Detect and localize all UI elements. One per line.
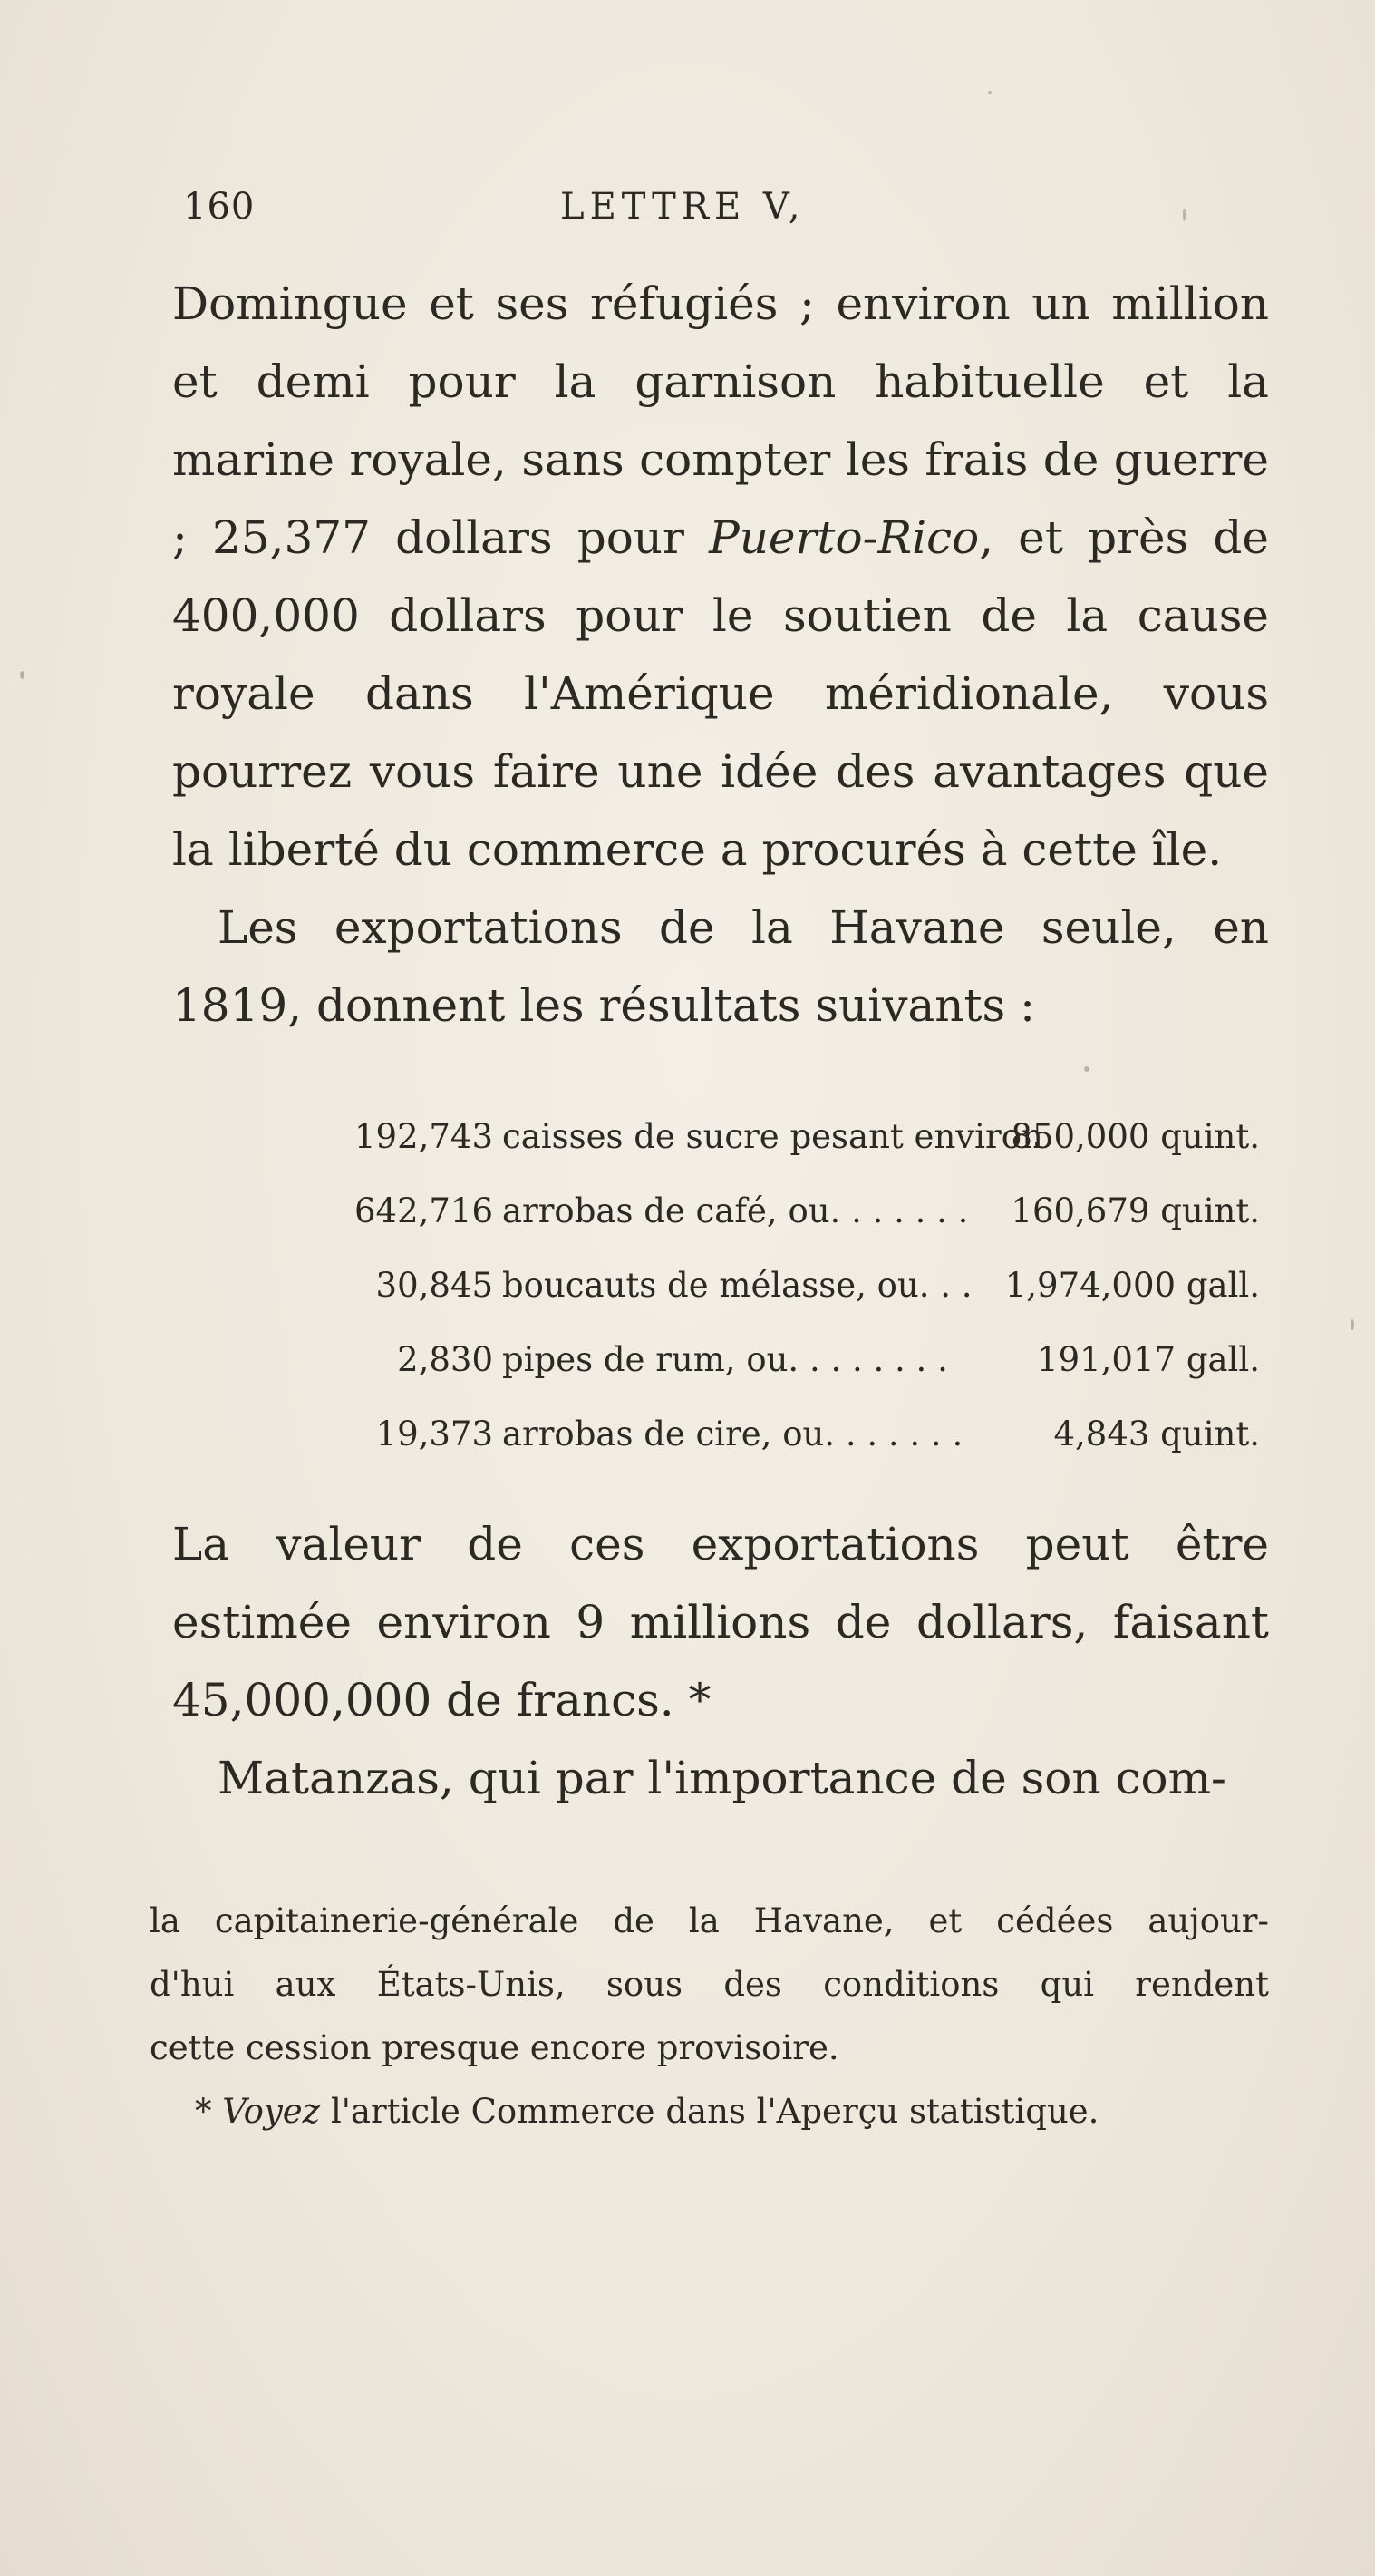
place-name-puerto-rico: Puerto-Rico <box>709 511 980 564</box>
footnote-voyez: Voyez <box>222 2092 321 2131</box>
paper-speck <box>988 91 992 94</box>
table-row <box>163 1104 1269 1179</box>
footnotes <box>150 1890 1269 2143</box>
paragraph-revenue-text-2: , et près de 400,000 dollars pour le soutien de la cause royale dans l'Amérique méridionale, vous pourrez vous faire une idée des avantages que la liberté du commerce a procurés à cette île. <box>172 511 1270 876</box>
footnote-text: l'article Commerce dans l'Aperçu statistique. <box>330 2092 1099 2131</box>
row-equivalent: 1,974,000 gall. <box>1004 1266 1260 1305</box>
row-quantity: 19,373 <box>375 1414 493 1453</box>
row-quantity: 30,845 <box>375 1266 493 1305</box>
row-equivalent: 4,843 quint. <box>1053 1414 1260 1453</box>
exports-table <box>163 1104 1269 1476</box>
row-description: boucauts de mélasse, ou. . . <box>502 1266 973 1305</box>
table-row <box>163 1179 1269 1253</box>
paragraph-revenue-text-1: Domingue et ses réfugiés ; environ un million et demi pour la garnison habituelle et la marine royale, sans compter les frais de guerre ; 25,377 dollars pour <box>172 277 1269 564</box>
row-description: arrobas de cire, ou. . . . . . . <box>502 1414 963 1453</box>
row-equivalent: 850,000 quint. <box>1011 1117 1260 1156</box>
paper-speck <box>1183 209 1186 221</box>
footnote-marker: * <box>195 2092 212 2131</box>
footnote-commerce <box>150 2080 1269 2143</box>
note-line-3: cette cession presque encore provisoire. <box>150 2028 839 2067</box>
paragraph-exports-intro: Les exportations de la Havane seule, en 1819, donnent les résultats suivants : <box>172 901 1269 1032</box>
paragraph-matanzas: Matanzas, qui par l'importance de son com- <box>218 1752 1226 1804</box>
paragraph-revenue <box>172 265 1269 889</box>
row-quantity: 2,830 <box>397 1340 493 1379</box>
row-description: arrobas de café, ou. . . . . . . <box>502 1191 969 1230</box>
table-row <box>163 1253 1269 1327</box>
paper-speck <box>1084 1066 1089 1072</box>
paragraph-export-value: La valeur de ces exportations peut être estimée environ 9 millions de dollars, faisant 45,000,000 de francs. * <box>172 1518 1269 1726</box>
row-description: pipes de rum, ou. . . . . . . . <box>502 1340 948 1379</box>
row-quantity: 192,743 <box>353 1117 493 1156</box>
running-title: LETTRE V, <box>560 186 806 228</box>
row-description: caisses de sucre pesant environ <box>502 1117 1043 1156</box>
row-equivalent: 160,679 quint. <box>1011 1191 1260 1230</box>
paper-speck <box>20 671 24 679</box>
table-row <box>163 1402 1269 1476</box>
note-line-1: la capitainerie-générale de la Havane, et cédées aujour- <box>150 1901 1269 1940</box>
page-number: 160 <box>183 186 256 228</box>
page-header <box>172 186 1269 240</box>
row-quantity: 642,716 <box>353 1191 493 1230</box>
paper-speck <box>1351 1319 1354 1330</box>
note-line-2: d'hui aux États-Unis, sous des conditions qui rendent <box>150 1965 1269 2004</box>
row-equivalent: 191,017 gall. <box>1037 1340 1260 1379</box>
table-row <box>163 1327 1269 1402</box>
